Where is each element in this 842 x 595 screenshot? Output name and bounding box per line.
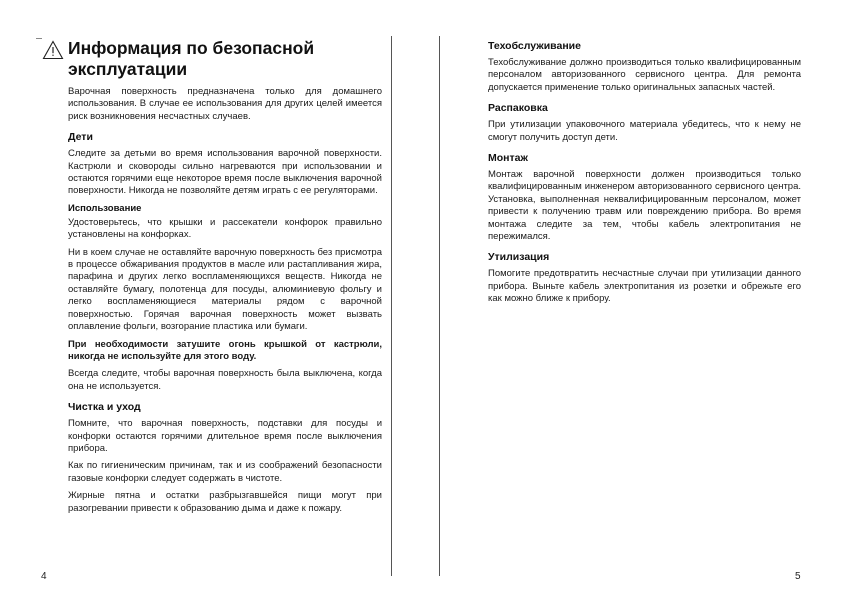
cleaning-paragraph-3: Жирные пятна и остатки разбрызгавшейся пищи могут при разогревании привести к образованию дыма и даже к пожару.: [68, 490, 382, 514]
cleaning-heading: Чистка и уход: [68, 401, 141, 414]
unpacking-paragraph: При утилизации упаковочного материала убедитесь, что к нему не смогут получить доступ дети.: [488, 119, 801, 143]
page-divider-line: [439, 36, 440, 576]
children-paragraph: Следите за детьми во время использования варочной поверхности. Кастрюли и сковороды сильно нагреваются при использовании и остаются горячими еще некоторое время после выключения варочной поверхности. Никогда не позволяйте детям играть с ее регуляторами.: [68, 148, 382, 197]
service-paragraph: Техобслуживание должно производиться только квалифицированным персоналом авторизованного сервисного центра. Для ремонта допускается применение только оригинальных запасных частей.: [488, 57, 801, 93]
service-heading: Техобслуживание: [488, 40, 581, 52]
intro-paragraph: Варочная поверхность предназначена только для домашнего использования. В случае ее использования для других целей имеется риск возникновения несчастных случаев.: [68, 86, 382, 122]
usage-heading: Использование: [68, 202, 142, 214]
children-heading: Дети: [68, 131, 93, 144]
cleaning-paragraph-2: Как по гигиеническим причинам, так и из соображений безопасности газовые конфорки следует содержать в чистоте.: [68, 460, 382, 484]
usage-paragraph-3: Всегда следите, чтобы варочная поверхность была выключена, когда она не используется.: [68, 368, 382, 392]
page-number: 5: [795, 571, 801, 582]
usage-paragraph-1: Удостоверьтесь, что крышки и рассекатели конфорок правильно установлены на конфорках.: [68, 216, 382, 241]
installation-heading: Монтаж: [488, 152, 528, 165]
disposal-paragraph: Помогите предотвратить несчастные случаи при утилизации данного прибора. Выньте кабель электропитания из розетки и обрежьте его как можно ближе к прибору.: [488, 268, 801, 305]
cleaning-paragraph-1: Помните, что варочная поверхность, подставки для посуды и конфорки остаются горячими длительное время после выключения прибора.: [68, 418, 382, 454]
right-page: [421, 0, 842, 595]
unpacking-heading: Распаковка: [488, 102, 548, 115]
disposal-heading: Утилизация: [488, 251, 550, 264]
left-column: [68, 38, 382, 520]
page-divider-line: [391, 36, 392, 576]
page-title: Информация по безопасной эксплуатации: [68, 38, 315, 79]
installation-paragraph: Монтаж варочной поверхности должен производиться только квалифицированным инженером авторизованного сервисного центра. Установка, выполненная неквалифицированным персоналом, может привести к получению травм или повреждению прибора. Во время монтажа следите за тем, чтобы кабель электропитания не пережимался.: [488, 169, 801, 243]
warning-triangle-icon: [42, 40, 64, 60]
page-number: 4: [41, 571, 47, 582]
right-column: [488, 40, 801, 311]
title-block: [40, 38, 382, 80]
usage-warning-paragraph: При необходимости затушите огонь крышкой от кастрюли, никогда не используйте для этого воду.: [68, 338, 382, 362]
usage-paragraph-2: Ни в коем случае не оставляйте варочную поверхность без присмотра в процессе обжаривания продуктов в масле или растапливания жира, парафина и других легко воспламеняющихся веществ. Никогда не оставляйте бумагу, полотенца для посуды, алюминиевую фольгу и легко воспламеняющиеся материалы рядом с варочной поверхностью. Горячая варочная поверхность может вызвать оплавление фольги, возгорание пластика или бумаги.: [68, 246, 382, 333]
